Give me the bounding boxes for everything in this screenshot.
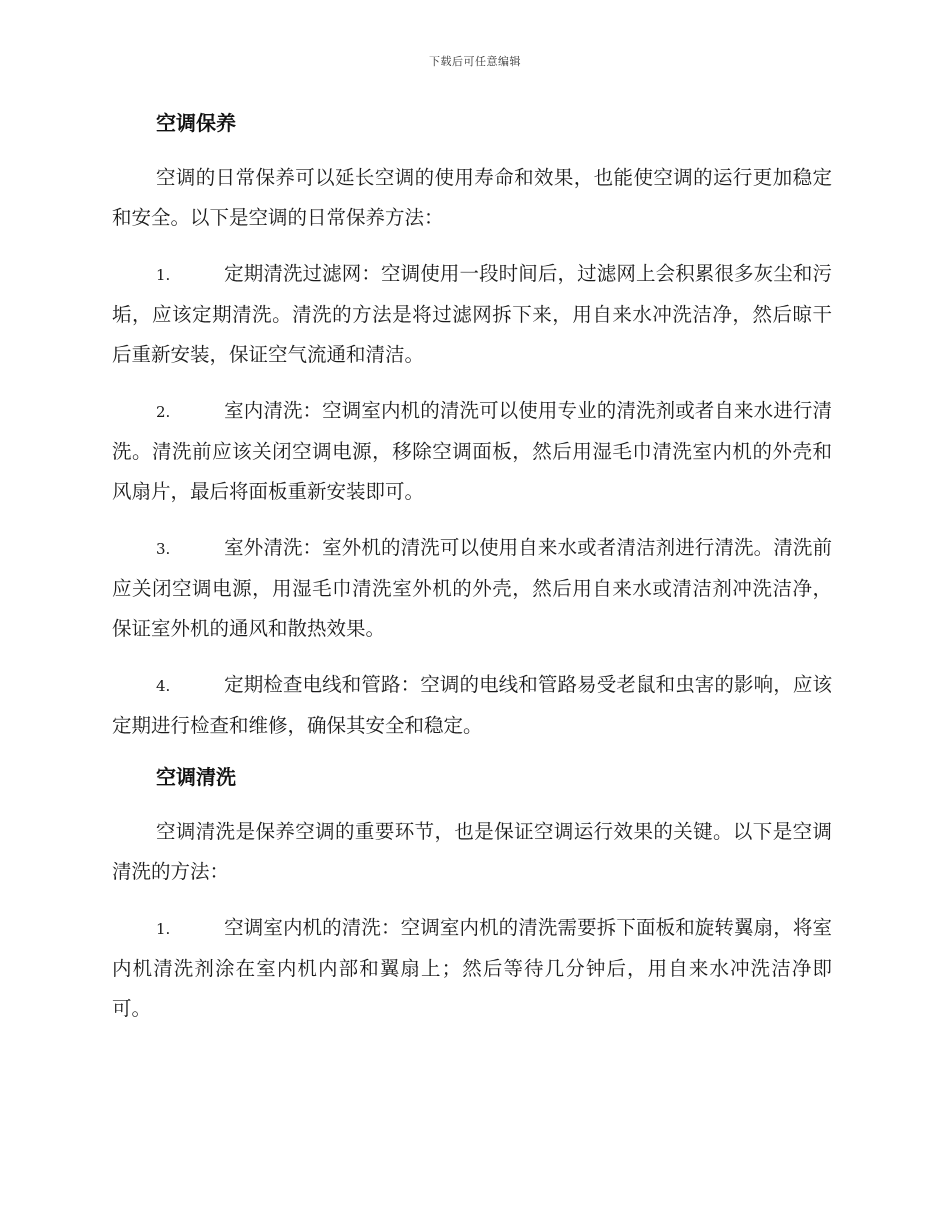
list-item bbox=[112, 254, 832, 375]
list-text: 空调室内机的清洗：空调室内机的清洗需要拆下面板和旋转翼扇，将室内机清洗剂涂在室内机内部和翼扇上；然后等待几分钟后，用自来水冲洗洁净即可。 bbox=[112, 916, 832, 1020]
section-intro-maintenance: 空调的日常保养可以延长空调的使用寿命和效果，也能使空调的运行更加稳定和安全。以下是空调的日常保养方法： bbox=[112, 166, 832, 229]
list-text: 室外清洗：室外机的清洗可以使用自来水或者清洁剂进行清洗。清洗前应关闭空调电源，用湿毛巾清洗室外机的外壳，然后用自来水或清洁剂冲洗洁净，保证室外机的通风和散热效果。 bbox=[112, 536, 832, 640]
list-number: 3. bbox=[156, 540, 171, 558]
list-item bbox=[112, 528, 832, 649]
list-text: 室内清洗：空调室内机的清洗可以使用专业的清洗剂或者自来水进行清洗。清洗前应该关闭空调电源，移除空调面板，然后用湿毛巾清洗室内机的外壳和风扇片，最后将面板重新安装即可。 bbox=[112, 399, 832, 503]
list-item bbox=[112, 391, 832, 512]
list-text: 定期清洗过滤网：空调使用一段时间后，过滤网上会积累很多灰尘和污垢，应该定期清洗。清洗的方法是将过滤网拆下来，用自来水冲洗洁净，然后晾干后重新安装，保证空气流通和清洁。 bbox=[112, 262, 832, 366]
list-number: 1. bbox=[156, 266, 171, 284]
list-item bbox=[112, 665, 832, 746]
section-intro-cleaning: 空调清洗是保养空调的重要环节，也是保证空调运行效果的关键。以下是空调清洗的方法： bbox=[112, 820, 832, 883]
document-body bbox=[112, 108, 832, 1045]
list-text: 定期检查电线和管路：空调的电线和管路易受老鼠和虫害的影响，应该定期进行检查和维修，确保其安全和稳定。 bbox=[112, 673, 832, 737]
section-title-maintenance: 空调保养 bbox=[156, 111, 236, 135]
page-header: 下载后可任意编辑 bbox=[429, 55, 521, 68]
list-number: 4. bbox=[156, 677, 171, 695]
section-title-cleaning: 空调清洗 bbox=[156, 765, 236, 789]
list-item bbox=[112, 908, 832, 1029]
list-number: 2. bbox=[156, 403, 171, 421]
list-number: 1. bbox=[156, 920, 171, 938]
